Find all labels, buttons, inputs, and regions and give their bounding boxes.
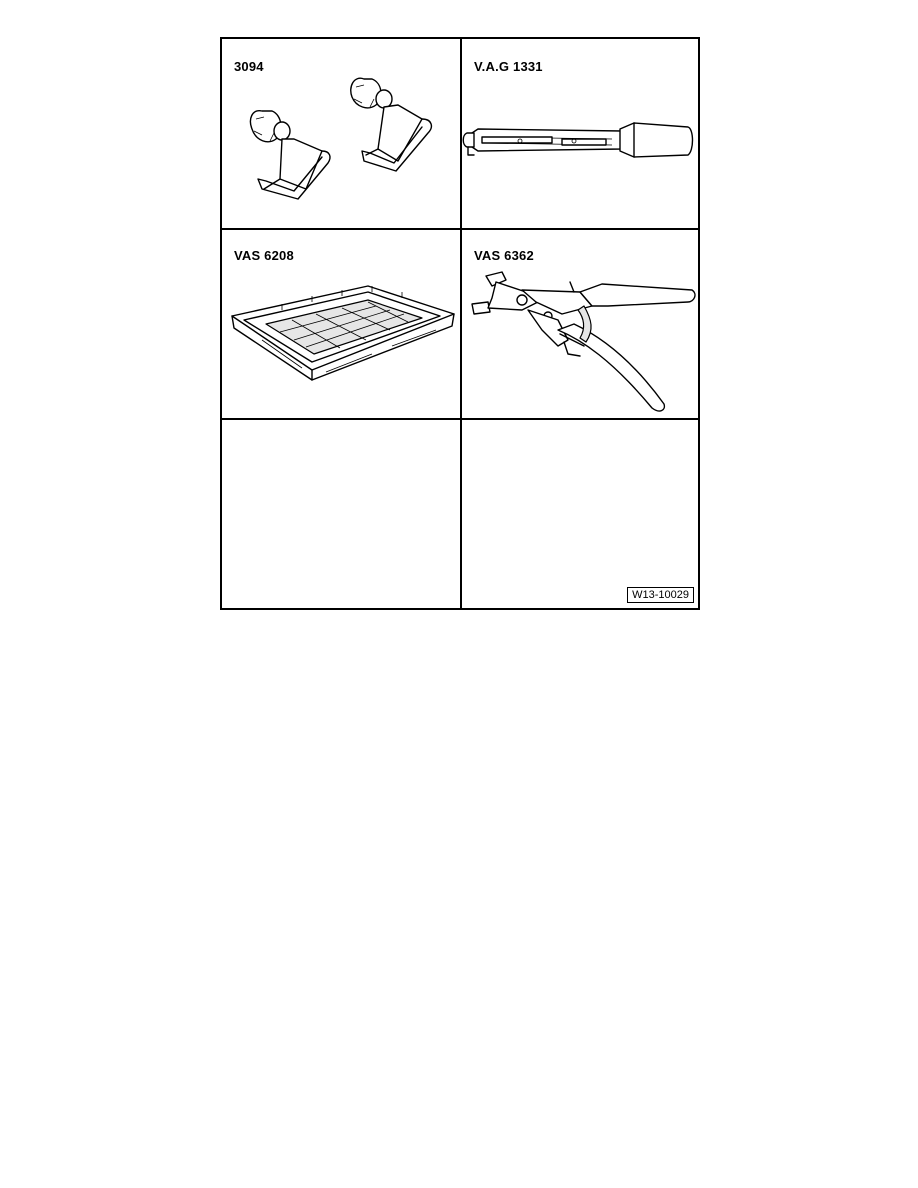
drip-tray-icon (222, 230, 460, 418)
special-tools-figure (220, 37, 700, 610)
hose-clip-pliers-icon (462, 230, 702, 418)
tool-cell-empty-right (462, 420, 702, 610)
tool-cell-empty-left (222, 420, 460, 610)
tool-cell-vag-1331 (462, 39, 702, 228)
torque-wrench-icon (462, 39, 702, 228)
tool-cell-vas-6208 (222, 230, 460, 418)
tool-label: 3094 (234, 59, 264, 74)
hose-clamp-left (250, 111, 330, 199)
hose-clamp-right (351, 78, 432, 171)
tool-cell-3094 (222, 39, 460, 228)
tool-label: V.A.G 1331 (474, 59, 543, 74)
tool-grid (220, 37, 700, 610)
tool-label: VAS 6208 (234, 248, 294, 263)
hose-clamp-pair-icon (222, 39, 460, 228)
figure-reference: W13-10029 (627, 587, 694, 603)
tool-cell-vas-6362 (462, 230, 702, 418)
tool-label: VAS 6362 (474, 248, 534, 263)
